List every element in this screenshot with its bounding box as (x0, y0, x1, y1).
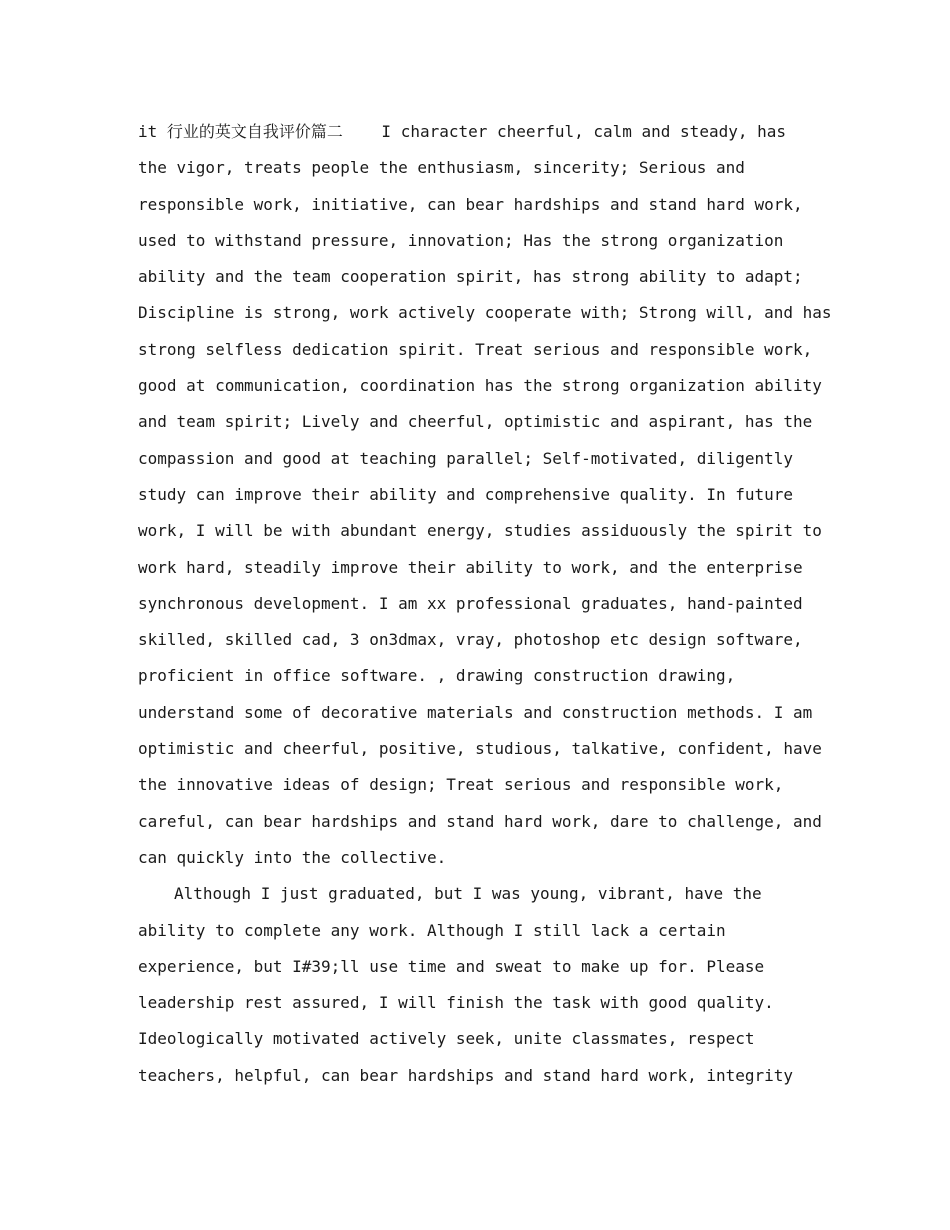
text-line: Although I just graduated, but I was young, vibrant, have the (174, 884, 762, 904)
text-line: Ideologically motivated actively seek, unite classmates, respect (138, 1029, 755, 1049)
text-line: work hard, steadily improve their ability to work, and the enterprise (138, 557, 803, 577)
text-line: used to withstand pressure, innovation; Has the strong organization (138, 230, 784, 250)
text-line: can quickly into the collective. (138, 847, 447, 867)
text-line: compassion and good at teaching parallel; Self-motivated, diligently (138, 448, 794, 468)
text-line: responsible work, initiative, can bear hardships and stand hard work, (138, 194, 803, 214)
text-line: it 行业的英文自我评价篇二 I character cheerful, calm and steady, has (138, 122, 787, 141)
text-line: optimistic and cheerful, positive, studious, talkative, confident, have (138, 739, 822, 759)
text-line: study can improve their ability and comprehensive quality. In future (138, 484, 794, 504)
text-line: ability to complete any work. Although I still lack a certain (138, 920, 726, 940)
text-line: strong selfless dedication spirit. Treat serious and responsible work, (138, 339, 813, 359)
document-body (138, 114, 832, 1094)
text-line: ability and the team cooperation spirit, has strong ability to adapt; (138, 267, 803, 287)
text-line: skilled, skilled cad, 3 on3dmax, vray, photoshop etc design software, (138, 630, 803, 650)
paragraph-2 (138, 876, 818, 1094)
text-line: and team spirit; Lively and cheerful, optimistic and aspirant, has the (138, 412, 813, 432)
text-line: teachers, helpful, can bear hardships and stand hard work, integrity (138, 1065, 794, 1085)
text-line: the vigor, treats people the enthusiasm, sincerity; Serious and (138, 158, 745, 178)
paragraph-1 (138, 114, 832, 876)
text-line: careful, can bear hardships and stand hard work, dare to challenge, and (138, 811, 822, 831)
text-line: experience, but I#39;ll use time and sweat to make up for. Please (138, 956, 765, 976)
text-line: leadership rest assured, I will finish the task with good quality. (138, 993, 774, 1013)
text-line: good at communication, coordination has the strong organization ability (138, 376, 822, 396)
text-line: understand some of decorative materials and construction methods. I am (138, 702, 813, 722)
text-line: synchronous development. I am xx professional graduates, hand-painted (138, 593, 803, 613)
text-line: Discipline is strong, work actively cooperate with; Strong will, and has (138, 303, 832, 323)
text-line: work, I will be with abundant energy, studies assiduously the spirit to (138, 521, 822, 541)
text-line: proficient in office software. , drawing construction drawing, (138, 666, 736, 686)
text-line: the innovative ideas of design; Treat serious and responsible work, (138, 775, 784, 795)
